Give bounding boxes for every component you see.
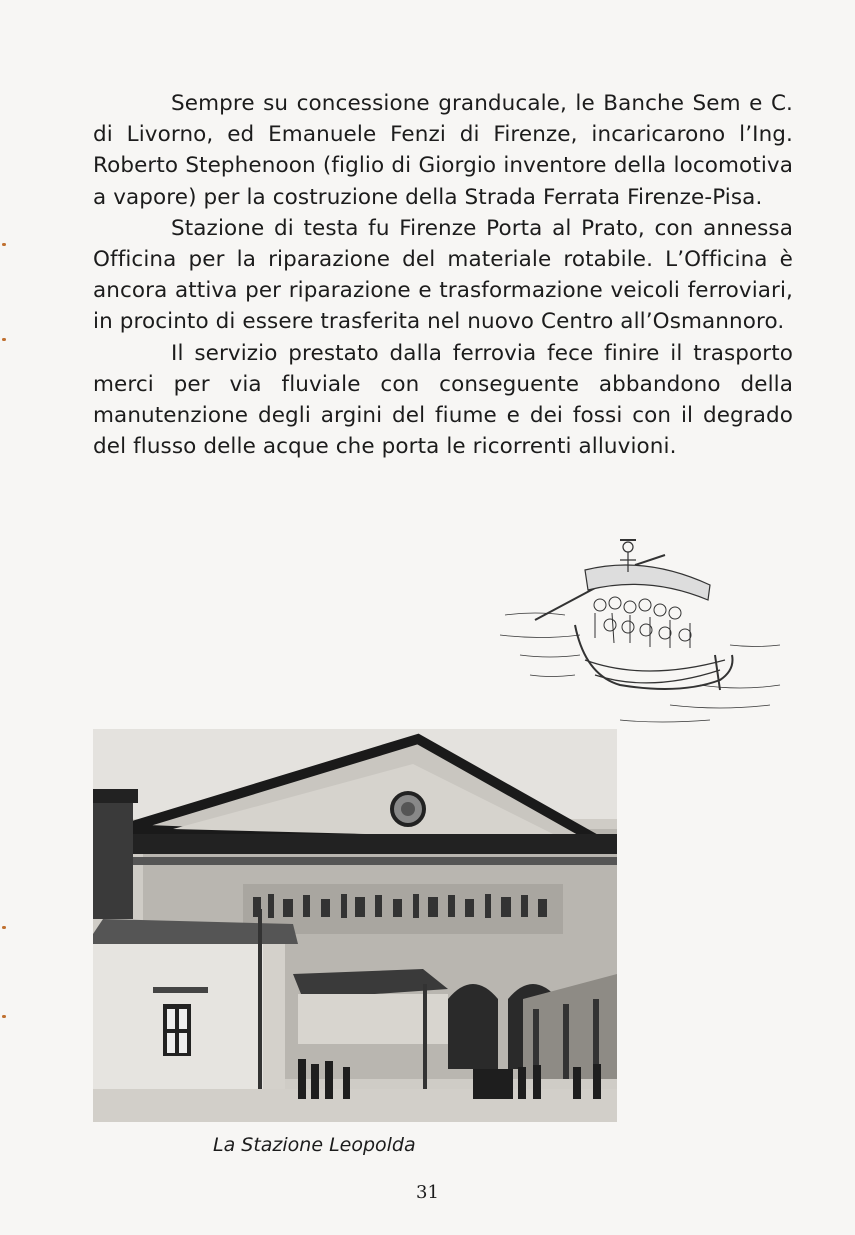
scan-speck xyxy=(2,338,6,341)
scan-speck xyxy=(2,243,6,246)
photo-caption: La Stazione Leopolda xyxy=(213,1134,416,1156)
boat-illustration xyxy=(500,535,785,725)
page-number: 31 xyxy=(416,1182,439,1203)
paragraph-1: Sempre su concessione granducale, le Banche Sem e C. di Livorno, ed Emanuele Fenzi di Firenze, incaricarono l’Ing. Roberto Stephenoon (figlio di Giorgio inventore della locomotiva a vapore) per la costruzione della Strada Ferrata Firenze-Pisa. xyxy=(93,91,793,210)
station-photo xyxy=(93,729,617,1122)
scan-speck xyxy=(2,926,6,929)
paragraph-3: Il servizio prestato dalla ferrovia fece finire il trasporto merci per via fluviale con conseguente abbandono della manutenzione degli argini del fiume e dei fossi con il degrado del flusso delle acque che porta le ricorrenti alluvioni. xyxy=(93,340,793,460)
body-text xyxy=(93,88,793,462)
paragraph-2: Stazione di testa fu Firenze Porta al Prato, con annessa Officina per la riparazione del materiale rotabile. L’Officina è ancora attiva per riparazione e trasformazione veicoli ferroviari, in procinto di essere trasferita nel nuovo Centro all’Osmannoro. xyxy=(93,215,793,335)
scan-speck xyxy=(2,1015,6,1018)
